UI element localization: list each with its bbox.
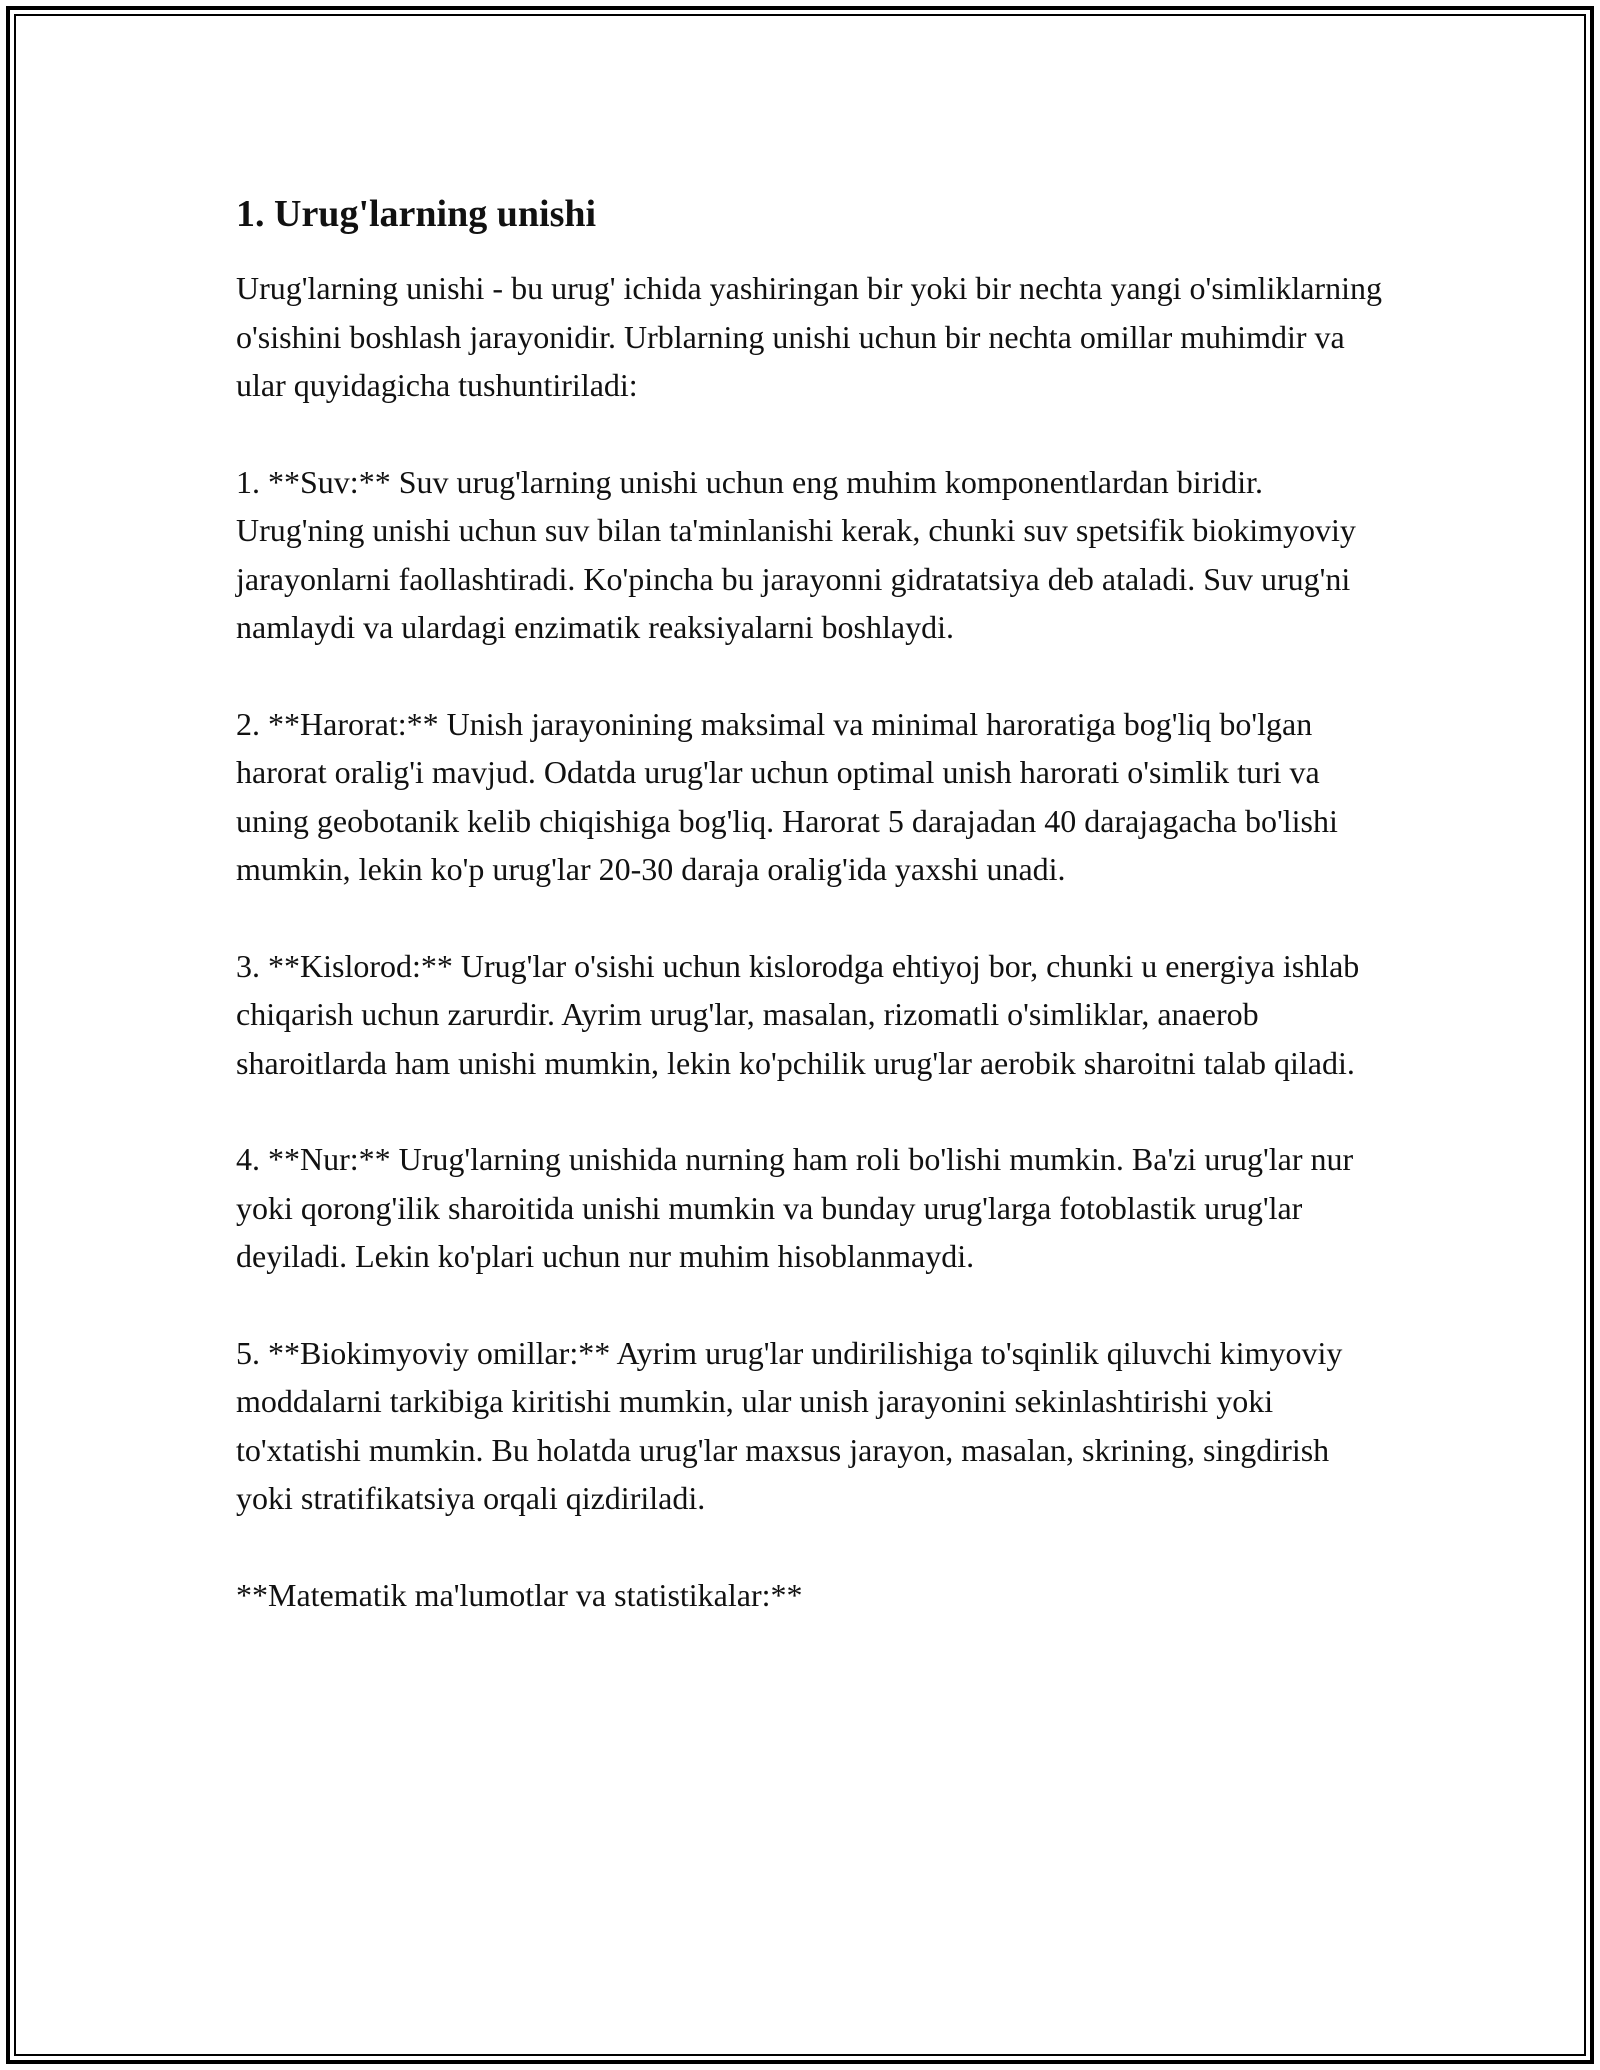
section-heading: 1. Urug'larning unishi: [236, 193, 597, 235]
factor-oxygen-paragraph: 3. **Kislorod:** Urug'lar o'sishi uchun kislorodga ehtiyoj bor, chunki u energiya ishlab chiqarish uchun zarurdir. Ayrim urug'lar, masalan, rizomatli o'simliklar, anaerob sharoitlarda ham unishi mumkin, lekin ko'pchilik urug'lar aerobik sharoitni talab qiladi.: [236, 947, 1360, 1081]
factor-biochemical-paragraph: 5. **Biokimyoviy omillar:** Ayrim urug'lar undirilishiga to'sqinlik qiluvchi kimyoviy moddalarni tarkibiga kiritishi mumkin, ular unish jarayonini sekinlashtirishi yoki to'xtatishi mumkin. Bu holatda urug'lar maxsus jarayon, masalan, skrining, singdirish yoki stratifikatsiya orqali qizdiriladi.: [236, 1334, 1343, 1516]
statistics-subheading: **Matematik ma'lumotlar va statistikalar:**: [236, 1576, 803, 1613]
factor-light-paragraph: 4. **Nur:** Urug'larning unishida nurning ham roli bo'lishi mumkin. Ba'zi urug'lar nur yoki qorong'ilik sharoitida unishi mumkin va bunday urug'larga fotoblastik urug'lar deyiladi. Lekin ko'plari uchun nur muhim hisoblanmaydi.: [236, 1141, 1354, 1274]
intro-paragraph: Urug'larning unishi - bu urug' ichida yashiringan bir yoki bir nechta yangi o'simliklarning o'sishini boshlash jarayonidir. Urblarning unishi uchun bir nechta omillar muhimdir va ular quyidagicha tushuntiriladi:: [236, 270, 1382, 403]
document-body: [236, 186, 1386, 1619]
factor-water-paragraph: 1. **Suv:** Suv urug'larning unishi uchun eng muhim komponentlardan biridir. Urug'ning unishi uchun suv bilan ta'minlanishi kerak, chunki suv spetsifik biokimyoviy jarayonlarni faollashtiradi. Ko'pincha bu jarayonni gidratatsiya deb ataladi. Suv urug'ni namlaydi va ulardagi enzimatik reaksiyalarni boshlaydi.: [236, 463, 1356, 645]
factor-temperature-paragraph: 2. **Harorat:** Unish jarayonining maksimal va minimal haroratiga bog'liq bo'lgan harorat oralig'i mavjud. Odatda urug'lar uchun optimal unish harorati o'simlik turi va uning geobotanik kelib chiqishiga bog'liq. Harorat 5 darajadan 40 darajagacha bo'lishi mumkin, lekin ko'p urug'lar 20-30 daraja oralig'ida yaxshi unadi.: [236, 705, 1338, 887]
